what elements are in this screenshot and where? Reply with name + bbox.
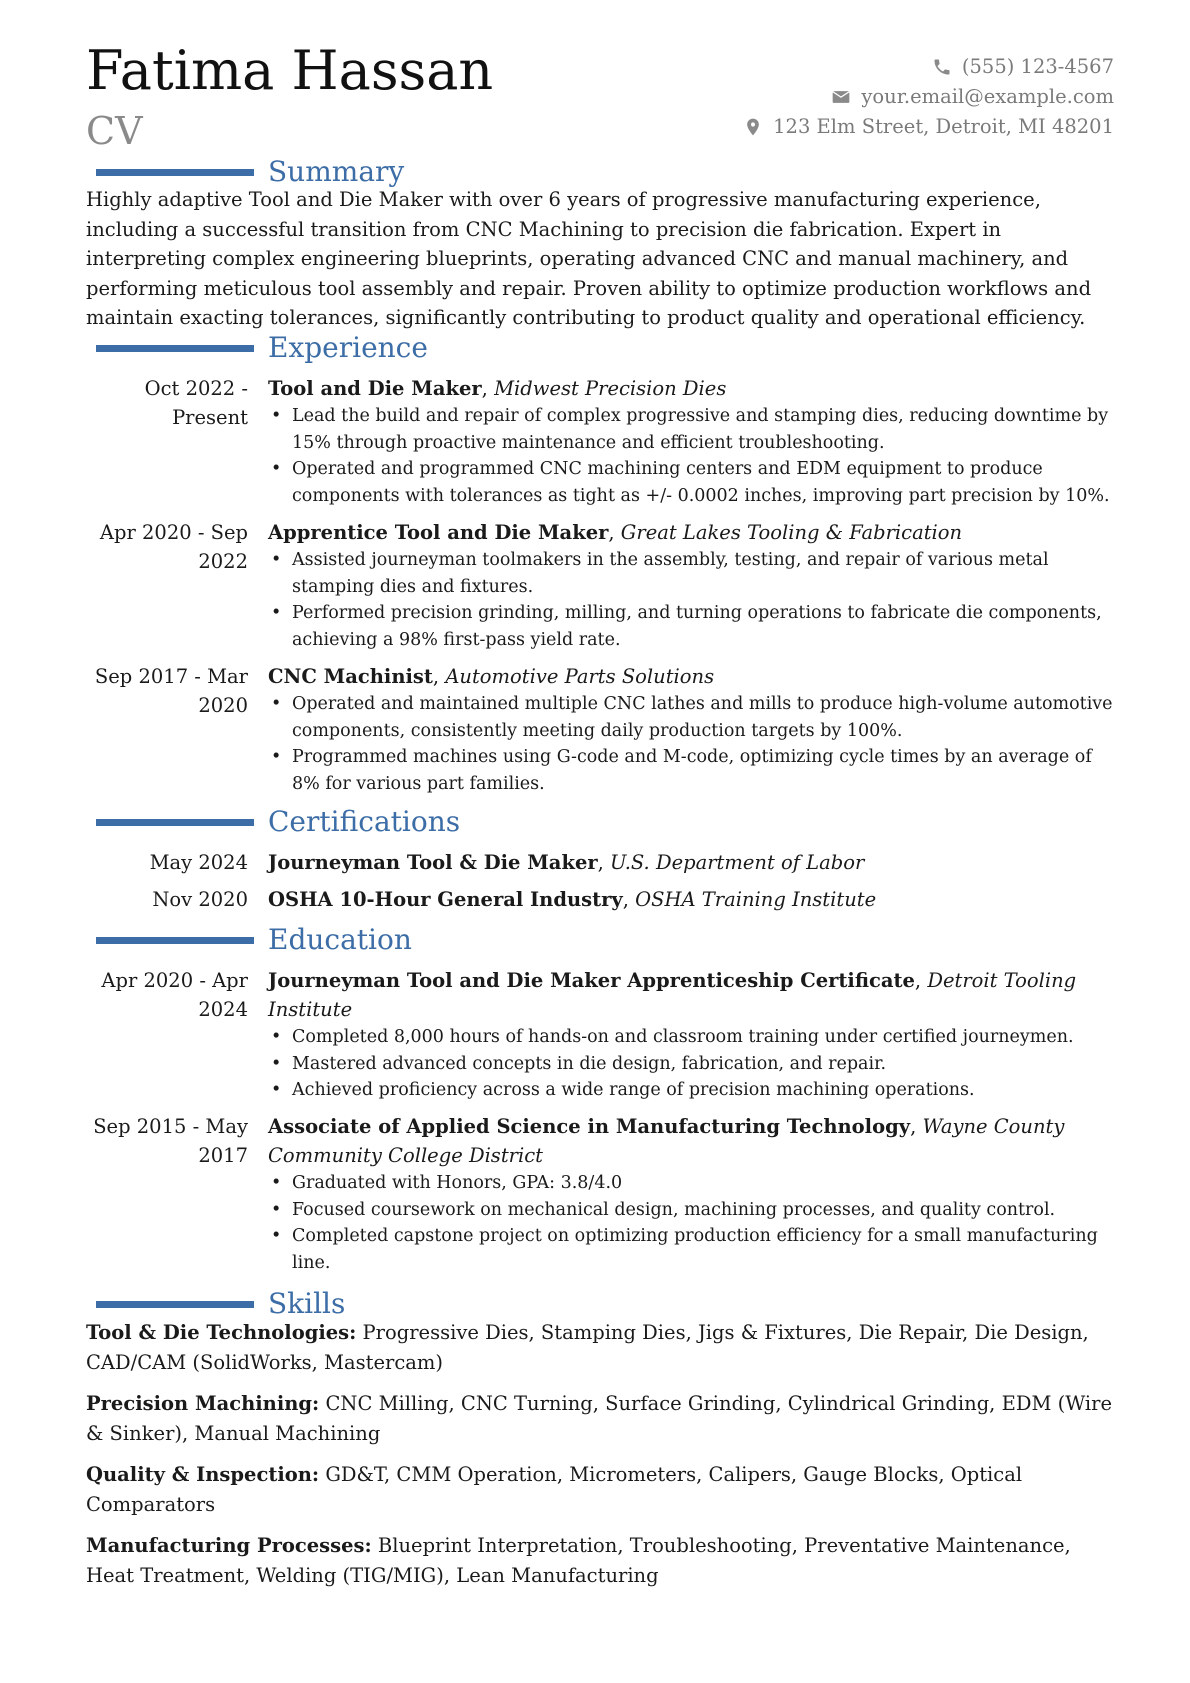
entry-organization: Midwest Precision Dies: [494, 377, 727, 400]
entry-heading: Tool and Die Maker, Midwest Precision Dies: [268, 377, 727, 400]
contact-address: [743, 112, 1114, 142]
entry-role: Journeyman Tool & Die Maker: [268, 851, 598, 874]
skill-group: [86, 1318, 1116, 1377]
section-skills-heading: [96, 1287, 346, 1320]
section-rule: [96, 169, 254, 176]
entry-date: May 2024: [149, 851, 248, 874]
summary-text: Highly adaptive Tool and Die Maker with over 6 years of progressive manufacturing experience, including a successful transition from CNC Machining to precision die fabrication. Expert in interpreting complex engineering blueprints, operating advanced CNC and manual machinery, and performing meticulous tool assembly and repair. Proven ability to optimize production workflows and maintain exacting tolerances, significantly contributing to product quality and operational efficiency.: [86, 188, 1092, 330]
entry-organization: Wayne County Community College District: [268, 1115, 1065, 1167]
skill-value: Blueprint Interpretation, Troubleshooting, Preventative Maintenance, Heat Treatment, Welding (TIG/MIG), Lean Manufacturing: [86, 1534, 1071, 1587]
skill-value: Progressive Dies, Stamping Dies, Jigs & Fixtures, Die Repair, Die Design, CAD/CAM (SolidWorks, Mastercam): [86, 1321, 1089, 1374]
entry-body: [268, 374, 1116, 509]
section-label: Skills: [268, 1287, 346, 1320]
phone-icon: [932, 57, 952, 77]
entry-role: Apprentice Tool and Die Maker: [268, 521, 609, 544]
skill-value: GD&T, CMM Operation, Micrometers, Calipers, Gauge Blocks, Optical Comparators: [86, 1463, 1023, 1516]
section-education-heading: [96, 923, 412, 956]
entry-body: [268, 966, 1116, 1104]
entry-role: Tool and Die Maker: [268, 377, 482, 400]
contact-block: [743, 52, 1114, 142]
section-label: Summary: [268, 155, 405, 188]
entry-organization: Detroit Tooling Institute: [268, 969, 1077, 1021]
entry-organization: U.S. Department of Labor: [610, 851, 865, 874]
entry-date: Sep 2017 - Mar 2020: [94, 665, 248, 717]
section-label: Experience: [268, 331, 428, 364]
entry-date: Sep 2015 - May 2017: [93, 1115, 248, 1167]
entry-heading: Apprentice Tool and Die Maker, Great Lakes Tooling & Fabrication: [268, 521, 963, 544]
skill-group: [86, 1389, 1116, 1448]
section-experience-heading: [96, 331, 428, 364]
entry-role: CNC Machinist: [268, 665, 433, 688]
bullet-list: [268, 1024, 1116, 1104]
skill-label: Quality & Inspection:: [86, 1463, 320, 1486]
phone-text: (555) 123-4567: [961, 55, 1114, 78]
bullet-item: • Completed capstone project on optimizing production efficiency for a small manufacturing line.: [268, 1223, 1116, 1276]
entry-organization: Great Lakes Tooling & Fabrication: [620, 521, 963, 544]
entry-heading: Associate of Applied Science in Manufacturing Technology, Wayne County Community College District: [268, 1115, 1065, 1167]
bullet-list: [268, 691, 1116, 797]
envelope-icon: [831, 87, 851, 107]
entry-organization: OSHA Training Institute: [635, 888, 877, 911]
skill-group: [86, 1460, 1116, 1519]
section-rule: [96, 1301, 254, 1308]
document-subtitle: CV: [86, 109, 143, 153]
entry-heading: OSHA 10-Hour General Industry, OSHA Training Institute: [268, 888, 877, 911]
bullet-list: [268, 403, 1116, 509]
entry-body: [268, 885, 1116, 914]
bullet-item: • Programmed machines using G-code and M-code, optimizing cycle times by an average of 8% for various part families.: [268, 744, 1116, 797]
entry-date: Apr 2020 - Apr 2024: [101, 969, 248, 1021]
entry-date: Nov 2020: [152, 888, 248, 911]
entry-heading: Journeyman Tool & Die Maker, U.S. Department of Labor: [268, 851, 865, 874]
entry-role: Associate of Applied Science in Manufacturing Technology: [268, 1115, 911, 1138]
section-certifications-heading: [96, 805, 461, 838]
bullet-item: • Achieved proficiency across a wide range of precision machining operations.: [268, 1077, 1116, 1104]
entry-organization: Automotive Parts Solutions: [445, 665, 715, 688]
person-name: Fatima Hassan: [86, 39, 494, 102]
bullet-item: • Assisted journeyman toolmakers in the assembly, testing, and repair of various metal stamping dies and fixtures.: [268, 547, 1116, 600]
skill-label: Precision Machining:: [86, 1392, 320, 1415]
skill-group: [86, 1531, 1116, 1590]
entry-body: [268, 848, 1116, 877]
map-pin-icon: [743, 117, 763, 137]
bullet-item: • Focused coursework on mechanical design, machining processes, and quality control.: [268, 1197, 1116, 1224]
bullet-item: • Completed 8,000 hours of hands-on and classroom training under certified journeymen.: [268, 1024, 1116, 1051]
section-rule: [96, 937, 254, 944]
skill-label: Tool & Die Technologies:: [86, 1321, 357, 1344]
skill-label: Manufacturing Processes:: [86, 1534, 372, 1557]
section-rule: [96, 819, 254, 826]
section-summary-heading: [96, 155, 405, 188]
entry-role: OSHA 10-Hour General Industry: [268, 888, 623, 911]
email-link[interactable]: your.email@example.com: [861, 85, 1114, 108]
contact-email: [743, 82, 1114, 112]
section-label: Certifications: [268, 805, 461, 838]
bullet-item: • Performed precision grinding, milling, and turning operations to fabricate die components, achieving a 98% first-pass yield rate.: [268, 600, 1116, 653]
entry-body: [268, 662, 1116, 797]
bullet-item: • Operated and programmed CNC machining centers and EDM equipment to produce components with tolerances as tight as +/- 0.0002 inches, improving part precision by 10%.: [268, 456, 1116, 509]
bullet-item: • Mastered advanced concepts in die design, fabrication, and repair.: [268, 1051, 1116, 1078]
entry-heading: CNC Machinist, Automotive Parts Solutions: [268, 665, 715, 688]
address-text: 123 Elm Street, Detroit, MI 48201: [773, 115, 1114, 138]
bullet-item: • Lead the build and repair of complex progressive and stamping dies, reducing downtime by 15% through proactive maintenance and efficient troubleshooting.: [268, 403, 1116, 456]
section-label: Education: [268, 923, 412, 956]
section-rule: [96, 345, 254, 352]
skill-value: CNC Milling, CNC Turning, Surface Grinding, Cylindrical Grinding, EDM (Wire & Sinker), Manual Machining: [86, 1392, 1113, 1445]
entry-heading: Journeyman Tool and Die Maker Apprenticeship Certificate, Detroit Tooling Institute: [268, 969, 1077, 1021]
bullet-list: [268, 1170, 1116, 1276]
bullet-item: • Graduated with Honors, GPA: 3.8/4.0: [268, 1170, 1116, 1197]
contact-phone: [743, 52, 1114, 82]
bullet-item: • Operated and maintained multiple CNC lathes and mills to produce high-volume automotive components, consistently meeting daily production targets by 100%.: [268, 691, 1116, 744]
bullet-list: [268, 547, 1116, 653]
entry-date: Apr 2020 - Sep 2022: [99, 521, 248, 573]
entry-body: [268, 518, 1116, 653]
entry-date: Oct 2022 - Present: [144, 377, 248, 429]
entry-body: [268, 1112, 1116, 1276]
entry-role: Journeyman Tool and Die Maker Apprenticeship Certificate: [268, 969, 915, 992]
